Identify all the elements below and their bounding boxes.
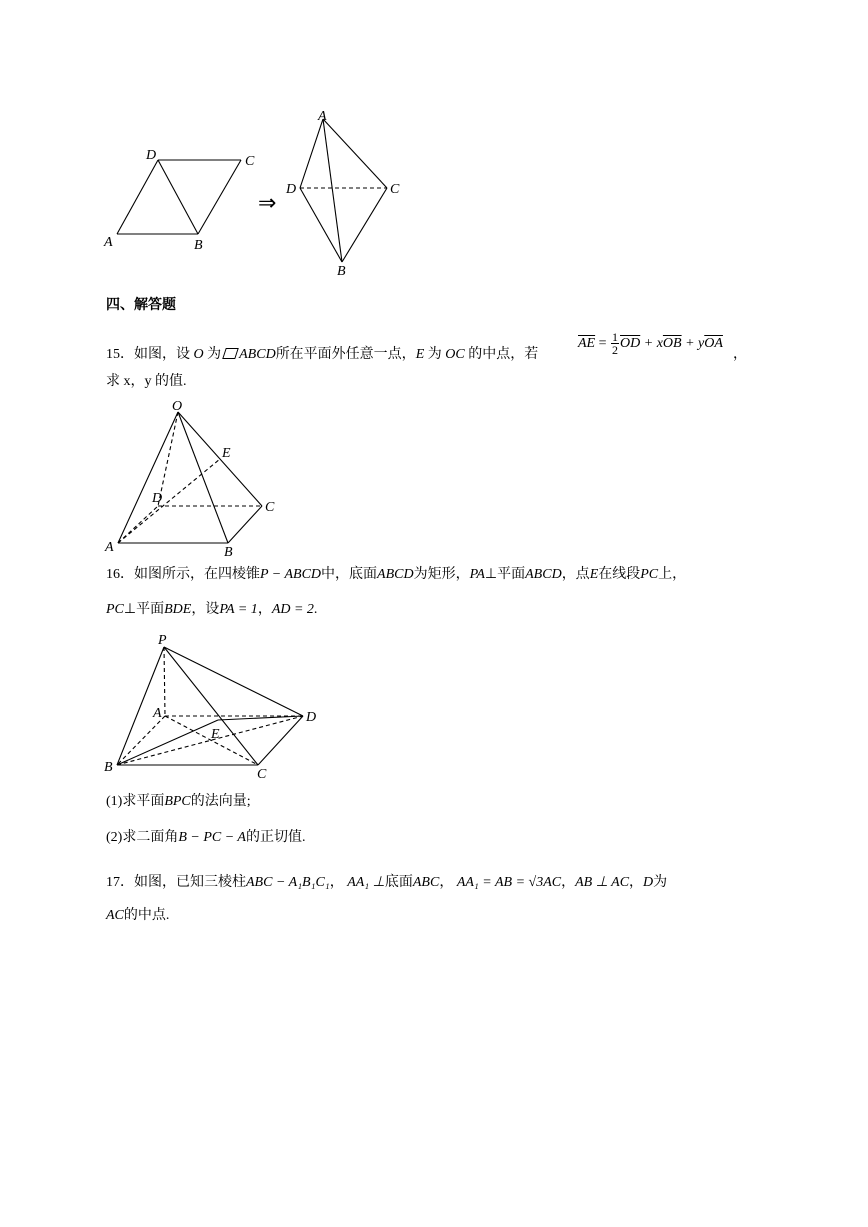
edge-AB (323, 119, 342, 262)
q15-comma: ， (733, 347, 747, 362)
label-C: C (390, 182, 400, 197)
edge-AD (300, 119, 323, 188)
q15-vector-equation: $\overline{AE}$ = $\frac{1}{2}$ $\overline{OD} + x\overline{OB} + y\overline{OA}$ (578, 330, 723, 358)
section-heading: 四、解答题 (106, 297, 176, 313)
edge-DB (158, 160, 198, 234)
segment-ED (218, 716, 303, 720)
implies-arrow: ⇒ (258, 191, 277, 216)
label-C: C (245, 154, 255, 169)
figure-pyramid-O (100, 395, 290, 560)
label-P: P (158, 633, 167, 648)
q16-line1: 16．如图所示，在四棱锥P − ABCD中，底面ABCD为矩形，PA⊥平面ABCD，点E在线段PC上， (106, 567, 687, 582)
edge-BC (198, 160, 241, 234)
q17-line2: AC的中点. (106, 908, 170, 923)
label-E: E (211, 727, 220, 742)
edge-BC (228, 506, 262, 543)
edge-CD (258, 716, 303, 765)
label-B: B (337, 264, 346, 279)
label-D: D (152, 491, 163, 506)
q15-line2: 求 x，y 的值. (106, 374, 187, 389)
figure-tetrahedron (285, 105, 405, 280)
fraction-one-half: $\frac{1}{2}$ (612, 330, 619, 358)
label-A: A (105, 540, 114, 555)
label-B: B (224, 545, 233, 560)
edge-PC (164, 647, 258, 765)
label-E: E (222, 446, 231, 461)
edge-OA (118, 412, 178, 543)
edge-CB (342, 188, 387, 262)
q16-number: 16． (106, 567, 134, 582)
edge-DA (117, 160, 158, 234)
edge-AC (323, 119, 387, 188)
label-A: A (104, 235, 113, 250)
label-D: D (286, 182, 297, 197)
edge-PD (164, 647, 303, 716)
label-C: C (257, 767, 267, 782)
edge-PA-hidden (164, 647, 165, 716)
edge-AB-hidden (117, 716, 165, 765)
label-B: B (104, 760, 113, 775)
figure-rhombus (100, 140, 260, 255)
q15-number: 15． (106, 347, 134, 362)
figure-pyramid-P (100, 628, 330, 783)
edge-DB (300, 188, 342, 262)
label-C: C (265, 500, 275, 515)
edge-OB (178, 412, 228, 543)
label-A: A (318, 109, 327, 124)
label-B: B (194, 238, 203, 253)
label-A: A (153, 706, 162, 721)
label-D: D (306, 710, 317, 725)
q16-sub1: (1)求平面BPC的法向量; (106, 794, 251, 809)
q17-line1: 17．如图，已知三棱柱ABC − A₁B₁C₁， AA₁ ⊥底面ABC， AA₁ = AB = √3AC，AB ⊥ AC，D为 (106, 875, 668, 890)
q17-number: 17． (106, 875, 134, 890)
q15-line1: 15．如图，设 O 为 ABCD所在平面外任意一点，E 为 OC 的中点，若 (106, 347, 539, 362)
segment-AE-hidden (118, 459, 220, 543)
q16-sub2: (2)求二面角B − PC − A的正切值. (106, 830, 306, 845)
parallelogram-icon (222, 348, 239, 359)
label-D: D (146, 148, 157, 163)
q16-line2: PC⊥平面BDE，设PA = 1，AD = 2. (106, 602, 318, 617)
label-O: O (172, 399, 183, 414)
